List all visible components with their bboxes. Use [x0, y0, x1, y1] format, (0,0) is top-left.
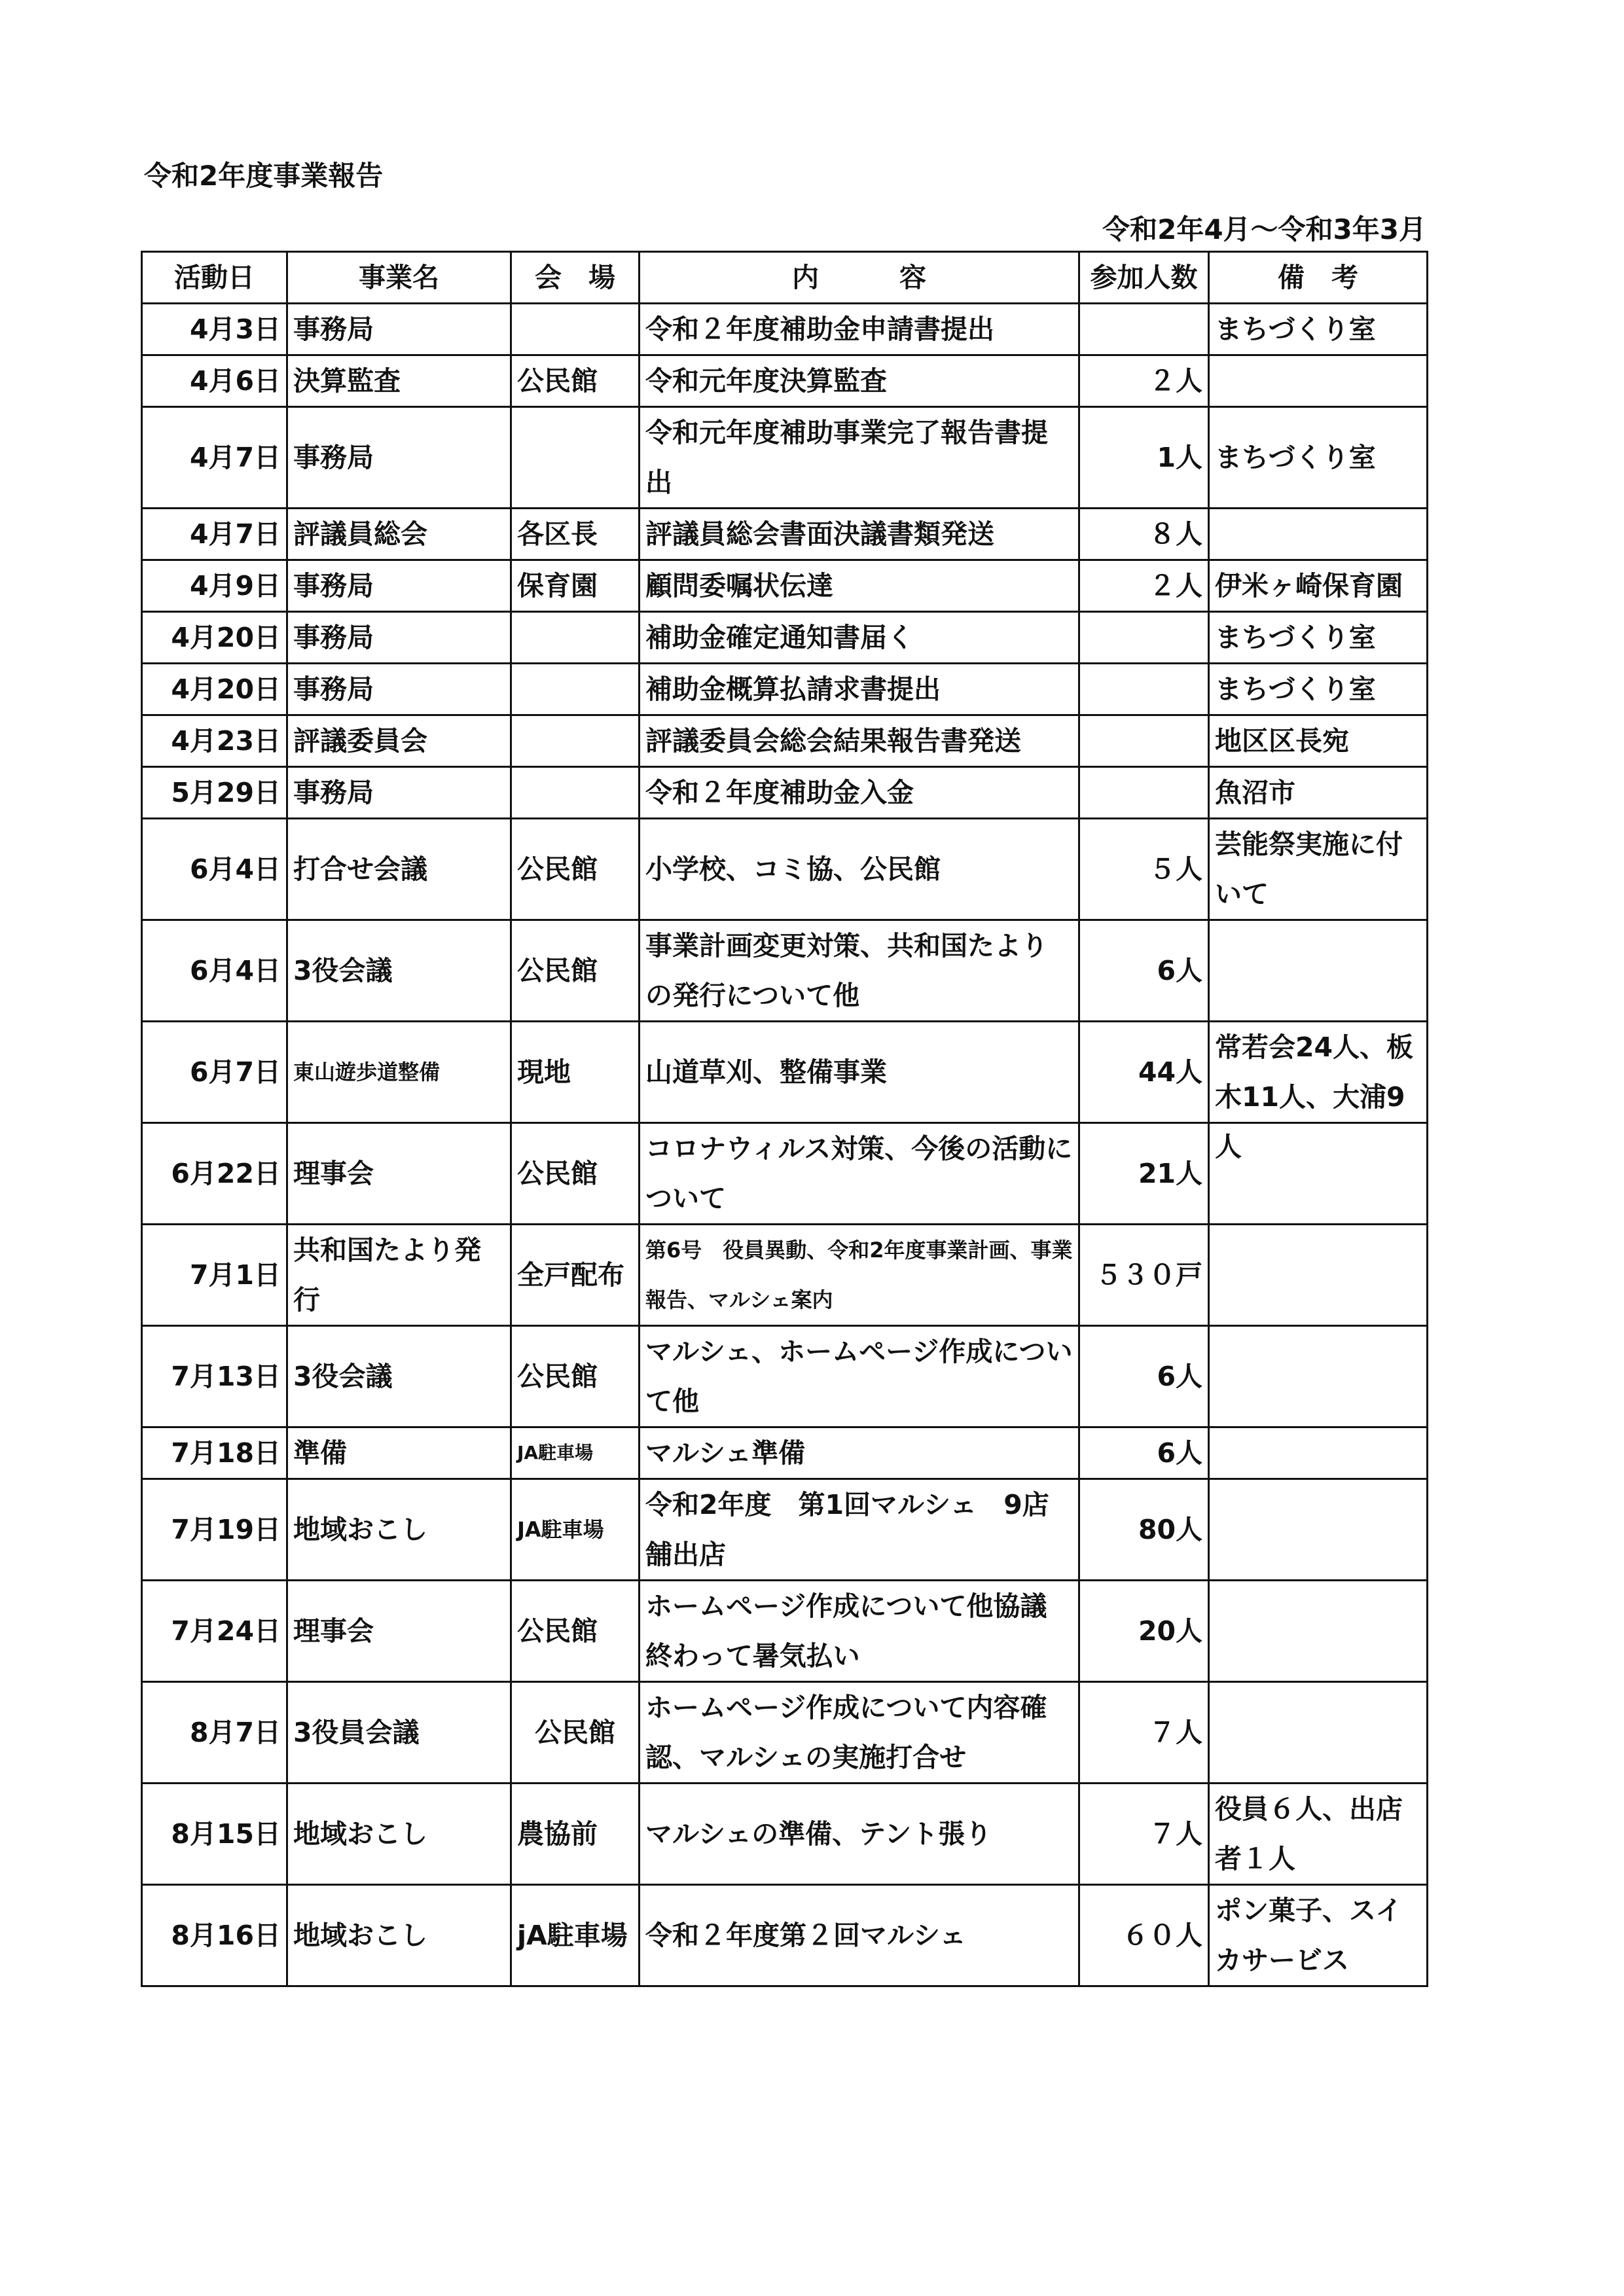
cell-remarks: まちづくり室: [1209, 304, 1428, 355]
table-row: [142, 819, 1428, 920]
cell-participants: ２人: [1079, 355, 1209, 407]
cell-venue: [511, 612, 640, 664]
cell-date: 4月6日: [142, 355, 287, 407]
table-row: [142, 715, 1428, 767]
cell-date: 7月19日: [142, 1479, 287, 1581]
table-row: [142, 560, 1428, 612]
cell-venue: 公民館: [511, 355, 640, 407]
cell-date: 6月22日: [142, 1123, 287, 1225]
cell-event: 事務局: [287, 407, 511, 509]
cell-event: 3役会議: [287, 920, 511, 1022]
report-period: 令和2年4月～令和3年3月: [1102, 213, 1426, 245]
cell-event: 事務局: [287, 612, 511, 664]
cell-remarks: 役員６人、出店者１人: [1209, 1784, 1428, 1885]
cell-remarks: まちづくり室: [1209, 612, 1428, 664]
table-row: [142, 1022, 1428, 1123]
cell-content: 令和元年度補助事業完了報告書提出: [640, 407, 1079, 509]
cell-venue: [511, 664, 640, 715]
cell-date: 6月7日: [142, 1022, 287, 1123]
cell-content: マルシェ準備: [640, 1427, 1079, 1479]
cell-participants: [1079, 612, 1209, 664]
cell-event: 地域おこし: [287, 1885, 511, 1986]
cell-content: 小学校、コミ協、公民館: [640, 819, 1079, 920]
cell-remarks: 伊米ヶ崎保育園: [1209, 560, 1428, 612]
cell-date: 7月18日: [142, 1427, 287, 1479]
cell-date: 4月3日: [142, 304, 287, 355]
cell-venue: 公民館: [511, 819, 640, 920]
cell-event: 理事会: [287, 1581, 511, 1682]
cell-date: 4月20日: [142, 612, 287, 664]
cell-participants: 6人: [1079, 1326, 1209, 1427]
header-content: 内 容: [640, 252, 1079, 304]
cell-participants: ５人: [1079, 819, 1209, 920]
cell-date: 4月7日: [142, 509, 287, 560]
table-row: [142, 612, 1428, 664]
header-participants: 参加人数: [1079, 252, 1209, 304]
cell-participants: ７人: [1079, 1682, 1209, 1784]
cell-remarks: [1209, 920, 1428, 1022]
cell-content: 補助金確定通知書届く: [640, 612, 1079, 664]
table-row: [142, 1225, 1428, 1326]
cell-date: 4月7日: [142, 407, 287, 509]
cell-event: 東山遊歩道整備: [287, 1022, 511, 1123]
cell-participants: [1079, 715, 1209, 767]
cell-venue: 公民館: [511, 1123, 640, 1225]
table-row: [142, 1682, 1428, 1784]
cell-venue: 農協前: [511, 1784, 640, 1885]
cell-participants: [1079, 767, 1209, 819]
table-header-row: [142, 252, 1428, 304]
cell-participants: ５３０戸: [1079, 1225, 1209, 1326]
cell-event: 地域おこし: [287, 1479, 511, 1581]
cell-content: 顧問委嘱状伝達: [640, 560, 1079, 612]
cell-venue: [511, 407, 640, 509]
cell-date: 6月4日: [142, 920, 287, 1022]
table-row: [142, 1581, 1428, 1682]
cell-event: 3役会議: [287, 1326, 511, 1427]
cell-venue: [511, 304, 640, 355]
activity-table: [141, 251, 1428, 1987]
header-venue: 会 場: [511, 252, 640, 304]
cell-event: 打合せ会議: [287, 819, 511, 920]
cell-remarks: [1209, 1427, 1428, 1479]
cell-participants: 44人: [1079, 1022, 1209, 1123]
cell-remarks: [1209, 1225, 1428, 1326]
cell-date: 6月4日: [142, 819, 287, 920]
table-row: [142, 1784, 1428, 1885]
table-row: [142, 355, 1428, 407]
cell-venue: 全戸配布: [511, 1225, 640, 1326]
cell-participants: [1079, 304, 1209, 355]
cell-event: 3役員会議: [287, 1682, 511, 1784]
cell-content: マルシェ、ホームページ作成について他: [640, 1326, 1079, 1427]
cell-event: 事務局: [287, 767, 511, 819]
cell-remarks: [1209, 1682, 1428, 1784]
cell-venue: JA駐車場: [511, 1427, 640, 1479]
cell-date: 4月9日: [142, 560, 287, 612]
cell-venue: 保育園: [511, 560, 640, 612]
remarks-text: 常若会24人、板木11人、大浦9人: [1215, 1031, 1414, 1162]
cell-venue: [511, 767, 640, 819]
cell-remarks: [1209, 509, 1428, 560]
cell-content: 第6号 役員異動、令和2年度事業計画、事業報告、マルシェ案内: [640, 1225, 1079, 1326]
table-row: [142, 664, 1428, 715]
cell-venue: jA駐車場: [511, 1885, 640, 1986]
cell-participants: 1人: [1079, 407, 1209, 509]
cell-date: 4月20日: [142, 664, 287, 715]
cell-date: 8月15日: [142, 1784, 287, 1885]
table-row: [142, 1326, 1428, 1427]
table-row: [142, 1427, 1428, 1479]
cell-content: 事業計画変更対策、共和国たよりの発行について他: [640, 920, 1079, 1022]
cell-participants: 80人: [1079, 1479, 1209, 1581]
cell-content: 令和２年度補助金申請書提出: [640, 304, 1079, 355]
table-row: [142, 920, 1428, 1022]
cell-venue: 公民館: [511, 1581, 640, 1682]
cell-event: 事務局: [287, 304, 511, 355]
cell-remarks: [1209, 1326, 1428, 1427]
cell-remarks: [1209, 1581, 1428, 1682]
cell-event: 共和国たより発行: [287, 1225, 511, 1326]
table-row: [142, 407, 1428, 509]
cell-remarks: 魚沼市: [1209, 767, 1428, 819]
cell-participants: ２人: [1079, 560, 1209, 612]
table-row: [142, 1479, 1428, 1581]
cell-remarks: まちづくり室: [1209, 664, 1428, 715]
cell-remarks: [1209, 1479, 1428, 1581]
cell-date: 8月16日: [142, 1885, 287, 1986]
header-event: 事業名: [287, 252, 511, 304]
cell-venue: [511, 715, 640, 767]
cell-participants: 6人: [1079, 1427, 1209, 1479]
cell-content: 山道草刈、整備事業: [640, 1022, 1079, 1123]
cell-event: 準備: [287, 1427, 511, 1479]
cell-participants: 21人: [1079, 1123, 1209, 1225]
cell-event: 理事会: [287, 1123, 511, 1225]
header-date: 活動日: [142, 252, 287, 304]
cell-content: 補助金概算払請求書提出: [640, 664, 1079, 715]
cell-date: 8月7日: [142, 1682, 287, 1784]
cell-remarks: 芸能祭実施に付いて: [1209, 819, 1428, 920]
cell-participants: 6人: [1079, 920, 1209, 1022]
cell-venue: 各区長: [511, 509, 640, 560]
cell-venue: JA駐車場: [511, 1479, 640, 1581]
cell-content: 評議員総会書面決議書類発送: [640, 509, 1079, 560]
cell-participants: ６０人: [1079, 1885, 1209, 1986]
cell-content: 令和2年度 第1回マルシェ 9店舗出店: [640, 1479, 1079, 1581]
cell-remarks: [1209, 355, 1428, 407]
table-row: [142, 304, 1428, 355]
cell-participants: 20人: [1079, 1581, 1209, 1682]
cell-event: 事務局: [287, 560, 511, 612]
cell-venue: 現地: [511, 1022, 640, 1123]
cell-content: マルシェの準備、テント張り: [640, 1784, 1079, 1885]
table-row: [142, 509, 1428, 560]
cell-remarks: 地区区長宛: [1209, 715, 1428, 767]
cell-date: 5月29日: [142, 767, 287, 819]
cell-date: 4月23日: [142, 715, 287, 767]
header-remarks: 備 考: [1209, 252, 1428, 304]
cell-event: 事務局: [287, 664, 511, 715]
cell-content: ホームページ作成について内容確認、マルシェの実施打合せ: [640, 1682, 1079, 1784]
cell-participants: ８人: [1079, 509, 1209, 560]
cell-content: 令和２年度補助金入金: [640, 767, 1079, 819]
cell-venue: 公民館: [511, 920, 640, 1022]
table-row: [142, 767, 1428, 819]
cell-remarks: [1209, 1022, 1428, 1162]
cell-date: 7月13日: [142, 1326, 287, 1427]
cell-remarks: まちづくり室: [1209, 407, 1428, 509]
cell-event: 評議員総会: [287, 509, 511, 560]
cell-event: 決算監査: [287, 355, 511, 407]
cell-date: 7月24日: [142, 1581, 287, 1682]
cell-participants: [1079, 664, 1209, 715]
cell-content: 令和２年度第２回マルシェ: [640, 1885, 1079, 1986]
table-row: [142, 1885, 1428, 1986]
cell-event: 地域おこし: [287, 1784, 511, 1885]
cell-remarks: ポン菓子、スイカサービス: [1209, 1885, 1428, 1986]
cell-event: 評議委員会: [287, 715, 511, 767]
cell-venue: 公民館: [511, 1682, 640, 1784]
cell-content: コロナウィルス対策、今後の活動について: [640, 1123, 1079, 1225]
cell-content: 令和元年度決算監査: [640, 355, 1079, 407]
cell-participants: ７人: [1079, 1784, 1209, 1885]
cell-content: ホームページ作成について他協議終わって暑気払い: [640, 1581, 1079, 1682]
cell-date: 7月1日: [142, 1225, 287, 1326]
cell-venue: 公民館: [511, 1326, 640, 1427]
document-title: 令和2年度事業報告: [144, 160, 384, 192]
cell-content: 評議委員会総会結果報告書発送: [640, 715, 1079, 767]
